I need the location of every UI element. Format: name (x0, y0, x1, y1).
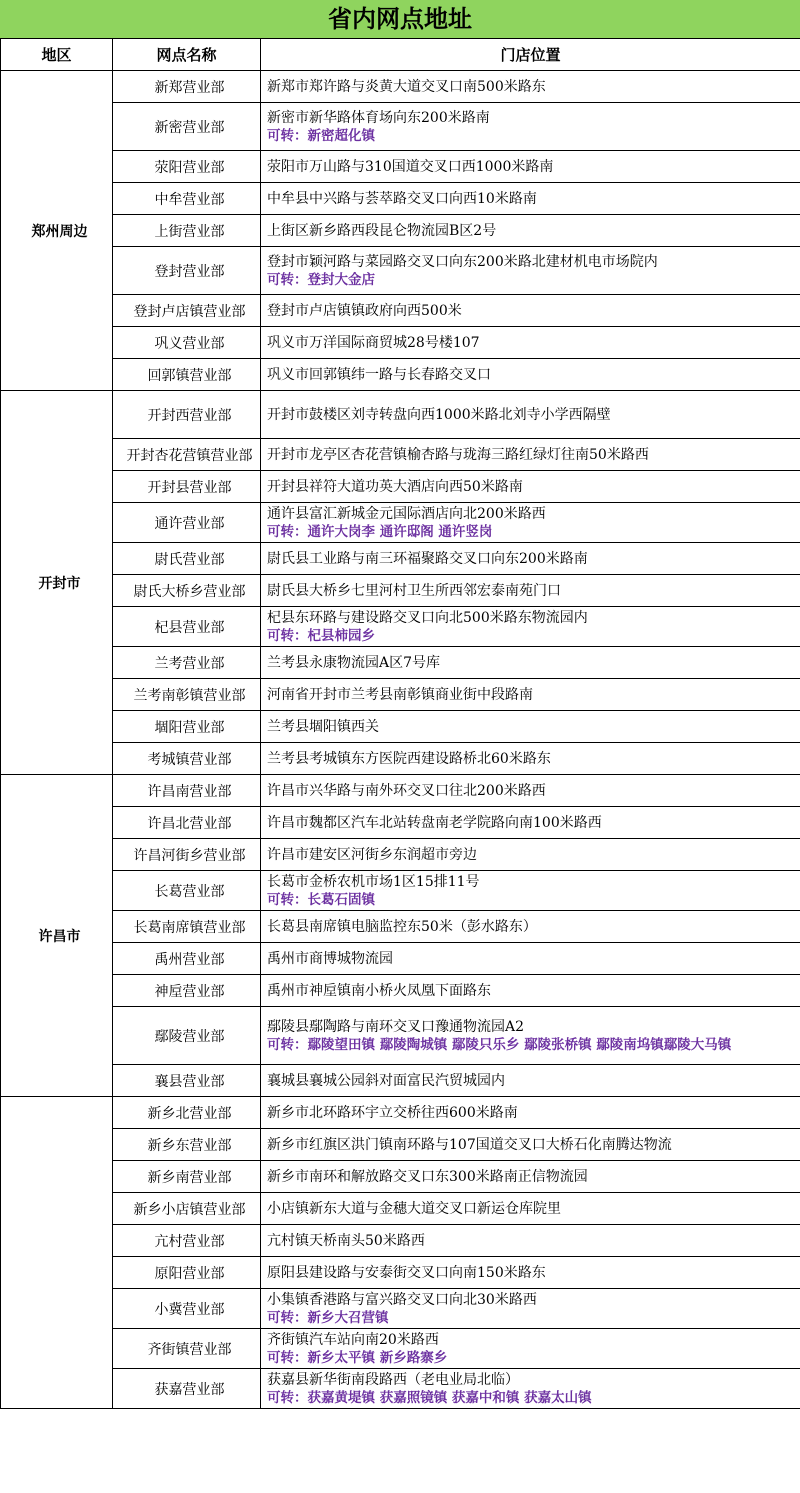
address-cell (261, 503, 800, 543)
region-cell (1, 1097, 113, 1409)
address-text: 获嘉县新华街南段路西（老电业局北临） (267, 1371, 519, 1388)
address-cell (261, 103, 800, 151)
address-cell (261, 151, 800, 183)
branch-name-cell: 襄县营业部 (113, 1065, 261, 1097)
branch-name-cell: 登封营业部 (113, 247, 261, 295)
branch-name-cell: 开封县营业部 (113, 471, 261, 503)
transfer-note: 可转：鄢陵望田镇 鄢陵陶城镇 鄢陵只乐乡 鄢陵张桥镇 鄢陵南坞镇鄢陵大马镇 (267, 1036, 732, 1053)
address-text: 巩义市回郭镇纬一路与长春路交叉口 (267, 366, 491, 383)
branch-name-cell: 亢村营业部 (113, 1225, 261, 1257)
address-text: 新郑市郑许路与炎黄大道交叉口南500米路东 (267, 78, 546, 95)
table-row (1, 839, 800, 871)
address-cell (261, 1161, 800, 1193)
address-cell (261, 871, 800, 911)
table-row (1, 1065, 800, 1097)
table-row (1, 471, 800, 503)
address-text: 亢村镇天桥南头50米路西 (267, 1232, 425, 1249)
region-cell: 郑州周边 (1, 71, 113, 391)
table-row (1, 607, 800, 647)
branch-name-cell: 小冀营业部 (113, 1289, 261, 1329)
branch-name-cell: 巩义营业部 (113, 327, 261, 359)
address-text: 鄢陵县鄢陶路与南环交叉口豫通物流园A2 (267, 1018, 525, 1035)
address-cell (261, 1193, 800, 1225)
address-cell (261, 327, 800, 359)
header-row (1, 39, 800, 71)
address-text: 中牟县中兴路与荟萃路交叉口向西10米路南 (267, 190, 537, 207)
branch-name-cell: 鄢陵营业部 (113, 1007, 261, 1065)
branch-name-cell: 兰考营业部 (113, 647, 261, 679)
branch-name-cell: 许昌北营业部 (113, 807, 261, 839)
header-branch-name: 网点名称 (113, 39, 261, 71)
address-text: 齐街镇汽车站向南20米路西 (267, 1331, 439, 1348)
table-row (1, 215, 800, 247)
branch-name-cell: 新密营业部 (113, 103, 261, 151)
table-row (1, 1225, 800, 1257)
branch-name-cell: 开封杏花营镇营业部 (113, 439, 261, 471)
address-cell (261, 943, 800, 975)
table-row (1, 1369, 800, 1409)
address-cell (261, 975, 800, 1007)
branch-name-cell: 考城镇营业部 (113, 743, 261, 775)
address-text: 长葛县南席镇电脑监控东50米（彭水路东） (267, 918, 537, 935)
table-row (1, 871, 800, 911)
sheet-title: 省内网点地址 (0, 0, 800, 38)
table-row (1, 1161, 800, 1193)
address-text: 尉氏县工业路与南三环福聚路交叉口向东200米路南 (267, 550, 588, 567)
address-cell (261, 775, 800, 807)
address-cell (261, 359, 800, 391)
branch-name-cell: 中牟营业部 (113, 183, 261, 215)
address-cell (261, 471, 800, 503)
address-text: 兰考县考城镇东方医院西建设路桥北60米路东 (267, 750, 551, 767)
table-row (1, 359, 800, 391)
table-row (1, 1289, 800, 1329)
branch-name-cell: 许昌河街乡营业部 (113, 839, 261, 871)
address-text: 尉氏县大桥乡七里河村卫生所西邻宏泰南苑门口 (267, 582, 561, 599)
address-text: 许昌市建安区河街乡东润超市旁边 (267, 846, 477, 863)
table-row (1, 679, 800, 711)
address-cell (261, 839, 800, 871)
address-cell (261, 1097, 800, 1129)
branch-name-cell: 荥阳营业部 (113, 151, 261, 183)
address-text: 长葛市金桥农机市场1区15排11号 (267, 873, 480, 890)
address-cell (261, 711, 800, 743)
table-row (1, 183, 800, 215)
address-text: 禹州市神垕镇南小桥火凤凰下面路东 (267, 982, 491, 999)
table-row (1, 743, 800, 775)
table-row (1, 543, 800, 575)
table-row (1, 711, 800, 743)
address-cell (261, 183, 800, 215)
branch-name-cell: 长葛南席镇营业部 (113, 911, 261, 943)
address-text: 原阳县建设路与安泰街交叉口向南150米路东 (267, 1264, 546, 1281)
header-address: 门店位置 (261, 39, 800, 71)
transfer-note: 可转：登封大金店 (267, 271, 375, 288)
address-text: 登封市颖河路与菜园路交叉口向东200米路北建材机电市场院内 (267, 253, 658, 270)
address-text: 巩义市万洋国际商贸城28号楼107 (267, 334, 480, 351)
transfer-note: 可转：新密超化镇 (267, 127, 375, 144)
branch-name-cell: 兰考南彰镇营业部 (113, 679, 261, 711)
branch-name-cell: 新乡南营业部 (113, 1161, 261, 1193)
address-cell (261, 1129, 800, 1161)
address-cell (261, 743, 800, 775)
branch-name-cell: 通许营业部 (113, 503, 261, 543)
branch-name-cell: 许昌南营业部 (113, 775, 261, 807)
table-row (1, 775, 800, 807)
branch-name-cell: 新乡东营业部 (113, 1129, 261, 1161)
address-cell (261, 1289, 800, 1329)
address-text: 通许县富汇新城金元国际酒店向北200米路西 (267, 505, 546, 522)
table-row (1, 1193, 800, 1225)
address-text: 荥阳市万山路与310国道交叉口西1000米路南 (267, 158, 554, 175)
branch-name-cell: 开封西营业部 (113, 391, 261, 439)
transfer-note: 可转：新乡太平镇 新乡路寨乡 (267, 1349, 448, 1366)
table-row (1, 575, 800, 607)
table-row (1, 1097, 800, 1129)
address-cell (261, 215, 800, 247)
branch-name-cell: 尉氏营业部 (113, 543, 261, 575)
address-text: 杞县东环路与建设路交叉口向北500米路东物流园内 (267, 609, 588, 626)
table-row (1, 943, 800, 975)
address-text: 兰考县堌阳镇西关 (267, 718, 379, 735)
address-text: 开封市龙亭区杏花营镇榆杏路与珑海三路红绿灯往南50米路西 (267, 446, 649, 463)
address-cell (261, 607, 800, 647)
branch-name-cell: 堌阳营业部 (113, 711, 261, 743)
branch-name-cell: 新乡小店镇营业部 (113, 1193, 261, 1225)
branch-name-cell: 新乡北营业部 (113, 1097, 261, 1129)
address-text: 开封市鼓楼区刘寺转盘向西1000米路北刘寺小学西隔壁 (267, 406, 611, 423)
transfer-note: 可转：新乡大召营镇 (267, 1309, 389, 1326)
address-cell (261, 391, 800, 439)
address-text: 许昌市兴华路与南外环交叉口往北200米路西 (267, 782, 546, 799)
branch-name-cell: 神垕营业部 (113, 975, 261, 1007)
address-text: 新乡市红旗区洪门镇南环路与107国道交叉口大桥石化南腾达物流 (267, 1136, 672, 1153)
region-cell: 许昌市 (1, 775, 113, 1097)
address-cell (261, 1369, 800, 1409)
transfer-note: 可转：长葛石固镇 (267, 891, 375, 908)
table-row (1, 327, 800, 359)
address-cell (261, 575, 800, 607)
address-cell (261, 1007, 800, 1065)
branch-name-cell: 回郭镇营业部 (113, 359, 261, 391)
table-row (1, 439, 800, 471)
table-row (1, 247, 800, 295)
address-cell (261, 543, 800, 575)
address-cell (261, 295, 800, 327)
table-row (1, 975, 800, 1007)
transfer-note: 可转：杞县柿园乡 (267, 627, 375, 644)
address-text: 兰考县永康物流园A区7号库 (267, 654, 441, 671)
table-row (1, 503, 800, 543)
branch-name-cell: 齐街镇营业部 (113, 1329, 261, 1369)
address-text: 襄城县襄城公园斜对面富民汽贸城园内 (267, 1072, 505, 1089)
table-row (1, 71, 800, 103)
address-text: 小集镇香港路与富兴路交叉口向北30米路西 (267, 1291, 537, 1308)
transfer-note: 可转：获嘉黄堤镇 获嘉照镜镇 获嘉中和镇 获嘉太山镇 (267, 1389, 592, 1406)
address-cell (261, 71, 800, 103)
address-text: 新密市新华路体育场向东200米路南 (267, 109, 490, 126)
branch-name-cell: 新郑营业部 (113, 71, 261, 103)
table-row (1, 103, 800, 151)
header-region: 地区 (1, 39, 113, 71)
address-cell (261, 911, 800, 943)
table-row (1, 151, 800, 183)
branch-name-cell: 禹州营业部 (113, 943, 261, 975)
table-row (1, 911, 800, 943)
address-text: 登封市卢店镇镇政府向西500米 (267, 302, 462, 319)
address-cell (261, 1329, 800, 1369)
address-cell (261, 1257, 800, 1289)
branch-name-cell: 长葛营业部 (113, 871, 261, 911)
branch-table (0, 38, 800, 1409)
branch-name-cell: 获嘉营业部 (113, 1369, 261, 1409)
address-text: 新乡市北环路环宇立交桥往西600米路南 (267, 1104, 518, 1121)
branch-name-cell: 杞县营业部 (113, 607, 261, 647)
table-row (1, 391, 800, 439)
address-text: 新乡市南环和解放路交叉口东300米路南正信物流园 (267, 1168, 588, 1185)
address-text: 开封县祥符大道功英大酒店向西50米路南 (267, 478, 523, 495)
table-row (1, 1129, 800, 1161)
table-row (1, 647, 800, 679)
table-row (1, 1257, 800, 1289)
address-text: 许昌市魏都区汽车北站转盘南老学院路向南100米路西 (267, 814, 602, 831)
address-text: 小店镇新东大道与金穗大道交叉口新运仓库院里 (267, 1200, 561, 1217)
table-row (1, 1007, 800, 1065)
table-row (1, 1329, 800, 1369)
address-cell (261, 439, 800, 471)
address-cell (261, 647, 800, 679)
address-cell (261, 679, 800, 711)
region-cell: 开封市 (1, 391, 113, 775)
branch-name-cell: 尉氏大桥乡营业部 (113, 575, 261, 607)
address-text: 河南省开封市兰考县南彰镇商业街中段路南 (267, 686, 533, 703)
table-row (1, 295, 800, 327)
branch-name-cell: 上街营业部 (113, 215, 261, 247)
transfer-note: 可转：通许大岗李 通许邸阁 通许竖岗 (267, 523, 493, 540)
branch-name-cell: 原阳营业部 (113, 1257, 261, 1289)
address-text: 上街区新乡路西段昆仑物流园B区2号 (267, 222, 497, 239)
address-text: 禹州市商博城物流园 (267, 950, 393, 967)
branch-name-cell: 登封卢店镇营业部 (113, 295, 261, 327)
table-row (1, 807, 800, 839)
address-cell (261, 247, 800, 295)
address-cell (261, 1225, 800, 1257)
address-cell (261, 807, 800, 839)
address-cell (261, 1065, 800, 1097)
